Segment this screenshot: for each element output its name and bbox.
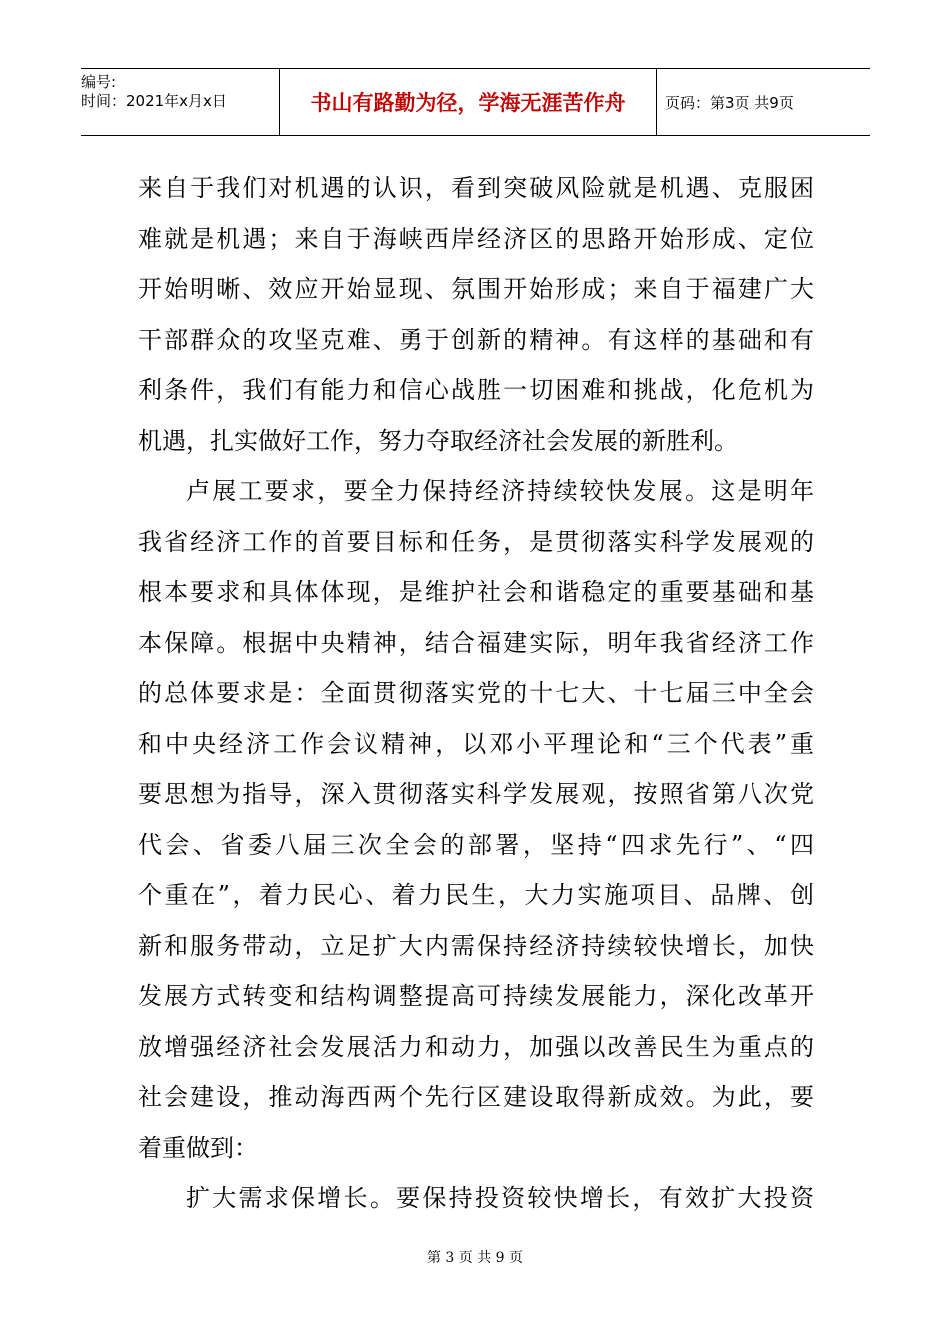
text-line: 利条件，我们有能力和信心战胜一切困难和挑战，化危机为 [138, 376, 814, 404]
text-line: 扩大需求保增长。要保持投资较快增长，有效扩大投资 [186, 1184, 814, 1212]
header-page-info: 页码：第3页 共9页 [665, 93, 794, 112]
text-line: 新和服务带动，立足扩大内需保持经济持续较快增长，加快 [138, 931, 814, 960]
text-line: 机遇，扎实做好工作，努力夺取经济社会发展的新胜利。 [138, 426, 738, 455]
header-motto: 书山有路勤为径，学海无涯苦作舟 [280, 69, 657, 135]
text-line: 要思想为指导，深入贯彻落实科学发展观，按照省第八次党 [138, 780, 814, 808]
text-line: 干部群众的攻坚克难、勇于创新的精神。有这样的基础和有 [138, 325, 814, 354]
text-line: 来自于我们对机遇的认识，看到突破风险就是机遇、克服困 [138, 174, 814, 202]
document-number-label: 编号: [81, 73, 117, 91]
text-line: 的总体要求是：全面贯彻落实党的十七大、十七届三中全会 [138, 679, 814, 707]
text-line: 放增强经济社会发展活力和动力，加强以改善民生为重点的 [138, 1032, 814, 1061]
text-line: 个重在”，着力民心、着力民生，大力实施项目、品牌、创 [138, 881, 814, 909]
text-line: 着重做到： [138, 1133, 258, 1162]
text-line: 和中央经济工作会议精神，以邓小平理论和“三个代表”重 [138, 729, 814, 758]
document-time-label: 时间：2021年x月x日 [81, 92, 227, 110]
document-body [138, 163, 814, 1224]
text-line: 本保障。根据中央精神，结合福建实际，明年我省经济工作 [138, 628, 814, 657]
text-line: 社会建设，推动海西两个先行区建设取得新成效。为此，要 [138, 1083, 814, 1111]
text-line: 开始明晰、效应开始显现、氛围开始形成；来自于福建广大 [138, 275, 814, 303]
text-line: 根本要求和具体体现，是维护社会和谐稳定的重要基础和基 [138, 578, 814, 606]
page-footer: 第 3 页 共 9 页 [426, 1250, 524, 1266]
page-header [81, 68, 870, 136]
text-line: 难就是机遇；来自于海峡西岸经济区的思路开始形成、定位 [138, 224, 814, 253]
text-line: 发展方式转变和结构调整提高可持续发展能力，深化改革开 [138, 982, 814, 1010]
text-line: 我省经济工作的首要目标和任务，是贯彻落实科学发展观的 [138, 527, 814, 556]
text-line: 代会、省委八届三次全会的部署，坚持“四求先行”、“四 [138, 830, 814, 859]
text-line: 卢展工要求，要全力保持经济持续较快发展。这是明年 [186, 477, 814, 505]
header-meta [81, 69, 280, 135]
